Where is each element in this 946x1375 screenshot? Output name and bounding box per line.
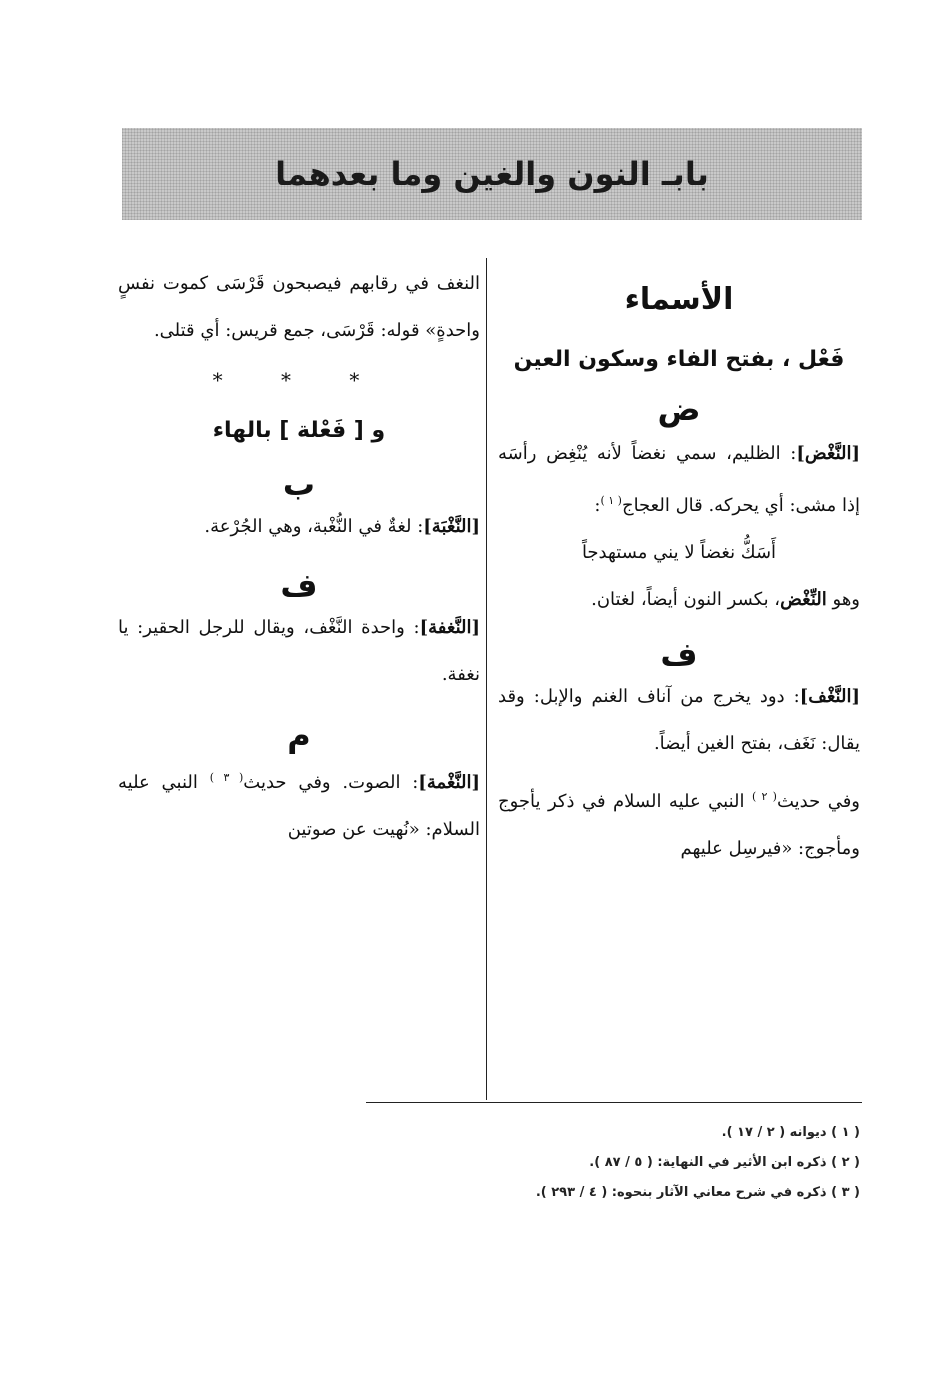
entry-hadith xyxy=(498,773,860,872)
letter-heading-fa: ف xyxy=(660,635,698,673)
letter-heading-dad: ض xyxy=(657,390,701,428)
entry-end: : xyxy=(594,495,601,516)
pattern-heading: فَعْل ، بفتح الفاء وسكون العين xyxy=(513,347,845,372)
entry-term: [النَّغْبَة] xyxy=(423,516,480,537)
entry-term: [النَّغْف] xyxy=(799,686,860,707)
footnote-3: ( ٣ ) ذكره في شرح معاني الآثار بنحوه: ( ٤ / ٢٩٣ ). xyxy=(535,1185,860,1200)
pattern-heading: و [ فَعْلة ] بالهاء xyxy=(212,418,386,443)
entry-text: : لغةٌ في النُّغْبة، وهي الجُرْعة. xyxy=(204,516,424,537)
section-separator: * * * xyxy=(212,368,386,392)
entry-text: ، بكسر النون أيضاً، لغتان. xyxy=(591,589,781,610)
letter-heading-ba: ب xyxy=(282,465,316,503)
entry-nagma xyxy=(118,754,480,853)
entry-term: [النَّغفة] xyxy=(419,617,480,638)
entry-text: : واحدة النَّغْف، ويقال للرجل الحقير: يا نغفة. xyxy=(118,617,480,685)
right-column xyxy=(498,260,860,872)
entry-term: [النَّغْض] xyxy=(796,443,860,464)
verse-line: أَسَكُّ نغضاً لا يني مستهدجاً xyxy=(581,542,777,563)
entry-text: : الصوت. وفي حديث xyxy=(243,772,419,793)
entry-nagd xyxy=(498,430,860,529)
column-divider xyxy=(486,258,487,1100)
footnote-ref: ( ٣ ) xyxy=(209,771,244,784)
footnote-1: ( ١ ) ديوانه ( ٢ / ١٧ ). xyxy=(721,1125,860,1140)
entry-term: [النَّغْمة] xyxy=(418,772,480,793)
entry-nagf xyxy=(498,673,860,767)
entry-text: : الظليم، سمي نغضاً لأنه يُنْغِض رأسَه إذا مشى: أي يحركه. قال العجاج xyxy=(498,443,860,516)
entry-text: : دود يخرج من آناف الغنم والإبل: وقد يقال: نَغَف، بفتح الغين أيضاً. xyxy=(498,686,860,754)
chapter-title: بابـ النون والغين وما بعدهما xyxy=(275,155,709,193)
entry-nagd-variant xyxy=(498,576,860,623)
footnotes xyxy=(380,1118,860,1208)
footnote-ref: ( ٢ ) xyxy=(751,790,777,803)
entry-text: النبي عليه السلام في ذكر يأجوج ومأجوج: «فيرسِل عليهم xyxy=(498,791,860,859)
footnote-ref: ( ١ ) xyxy=(600,494,622,507)
entry-text: وهو xyxy=(832,589,860,610)
entry-nagba xyxy=(118,503,480,550)
entry-nagfa xyxy=(118,604,480,698)
left-column xyxy=(118,260,480,853)
hadith-continuation: النغف في رقابهم فيصبحون قَرْسَى كموت نفسٍ واحدةٍ» قوله: قَرْسَى، جمع قريس: أي قتلى. xyxy=(118,273,480,341)
entry-term: النِّغْض xyxy=(780,589,827,610)
entry-text: وفي حديث xyxy=(776,791,860,812)
letter-heading-mim: م xyxy=(287,716,311,754)
chapter-banner xyxy=(122,128,862,220)
letter-heading-fa: ف xyxy=(280,566,318,604)
footnote-rule xyxy=(366,1102,862,1103)
entry-text: النبي عليه السلام: «نُهيت عن صوتين xyxy=(118,772,480,840)
section-heading: الأسماء xyxy=(624,282,734,317)
footnote-2: ( ٢ ) ذكره ابن الأثير في النهاية: ( ٥ / ٨٧ ). xyxy=(589,1155,860,1170)
